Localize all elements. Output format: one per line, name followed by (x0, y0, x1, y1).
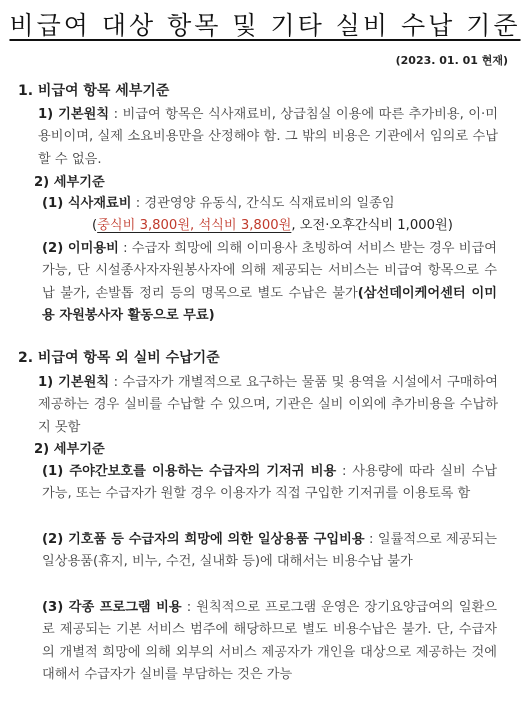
beauty-cost-item (42, 238, 497, 328)
diaper-cost-item (42, 461, 497, 506)
section2-principle (38, 372, 498, 439)
daily-goods-item (42, 529, 497, 574)
section1-heading: 1. 비급여 항목 세부기준 (18, 83, 170, 99)
meal-cost-label: (1) 식사재료비 (42, 196, 132, 211)
diaper-cost-text: : 사용량에 따라 실비 수납 가능, 또는 수급자가 원할 경우 이용자가 직접 구입한 기저귀를 이용토록 함 (42, 464, 497, 502)
section2-detail-heading: 2) 세부기준 (34, 442, 105, 457)
document-title: 비급여 대상 항목 및 기타 실비 수납 기준 (9, 11, 521, 40)
meal-cost-text: : 경관영양 유동식, 간식도 식재료비의 일종임 (131, 196, 395, 211)
program-cost-item (42, 597, 497, 687)
section1-detail-heading: 2) 세부기준 (34, 175, 105, 190)
section2-principle-text: : 수급자가 개별적으로 요구하는 물품 및 용역을 시설에서 구매하여 제공하는 경우 실비를 수납할 수 있으며, 기관은 실비 이외에 추가비용을 수납하지 못함 (38, 375, 498, 435)
program-cost-text: : 원칙적으로 프로그램 운영은 장기요양급여의 일환으로 제공되는 기본 서비스 범주에 해당하므로 별도 비용수납은 불가. 단, 수급자의 개별적 희망에 의해 외부의 서비스 제공자가 개인을 대상으로 제공하는 것에 대해서 수급자가 실비를 부담하는 것은 가능 (42, 600, 497, 683)
beauty-cost-label: (2) 이미용비 (42, 241, 119, 256)
program-cost-label: (3) 각종 프로그램 비용 (42, 600, 182, 615)
diaper-cost-label: (1) 주야간보호를 이용하는 수급자의 기저귀 비용 (42, 464, 337, 479)
meal-price-highlight: 중식비 3,800원, 석식비 3,800원 (97, 218, 292, 233)
meal-price-rest: , 오전·오후간식비 1,000원) (291, 218, 453, 233)
section1-principle-label: 1) 기본원칙 (38, 107, 110, 122)
meal-price-line (92, 215, 512, 237)
effective-date: (2023. 01. 01 현재) (395, 54, 508, 67)
section2-heading: 2. 비급여 항목 외 실비 수납기준 (18, 350, 220, 366)
section2-principle-label: 1) 기본원칙 (38, 375, 110, 390)
section1-principle (38, 104, 498, 171)
meal-cost-item (42, 193, 502, 215)
daily-goods-text: : 일률적으로 제공되는 일상용품(휴지, 비누, 수건, 실내화 등)에 대해서는 비용수납 불가 (42, 532, 498, 570)
beauty-cost-note: (삼선데이케어센터 이미용 자원봉사자 활동으로 무료) (42, 285, 498, 324)
section1-principle-text: : 비급여 항목은 식사재료비, 상급침실 이용에 따른 추가비용, 이·미용비이며, 실제 소요비용만을 산정해야 함. 그 밖의 비용은 기관에서 임의로 수납할 수 없음. (38, 107, 498, 167)
daily-goods-label: (2) 기호품 등 수급자의 희망에 의한 일상용품 구입비용 (42, 532, 365, 547)
beauty-cost-text: : 수급자 희망에 의해 이미용사 초빙하여 서비스 받는 경우 비급여 가능, 단 시설종사자자원봉사자에 의해 제공되는 서비스는 비급여 항목으로 수납 불가, 손발톱 정리 등의 명목으로 별도 수납은 불가 (42, 241, 498, 301)
meal-price-open: ( (92, 218, 98, 233)
